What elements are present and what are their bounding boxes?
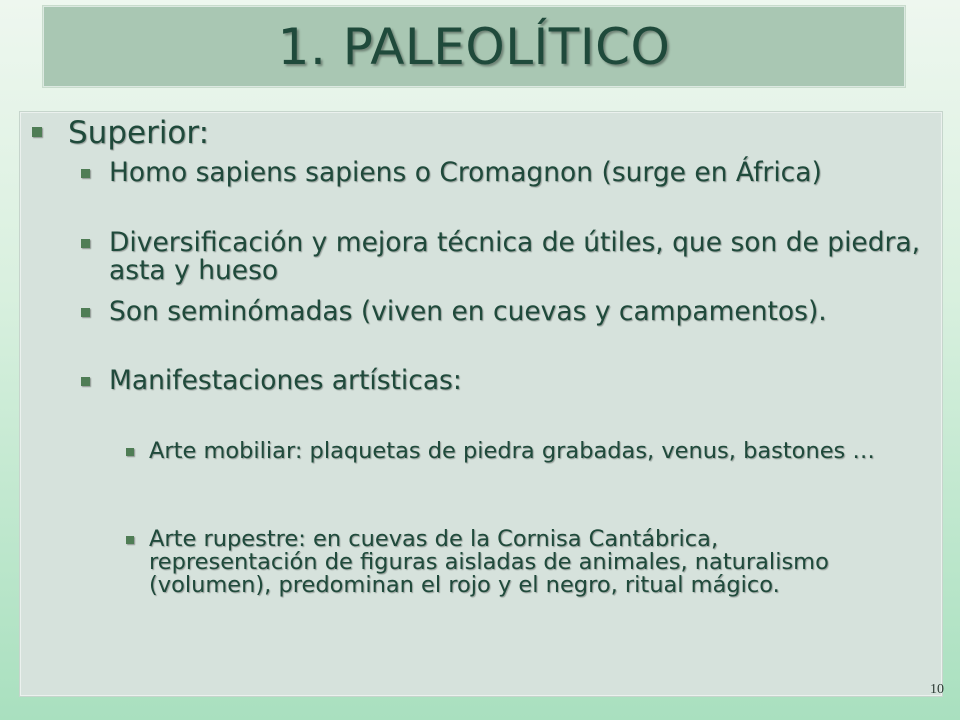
- bullet-item-manifestaciones: [81, 367, 929, 395]
- bullet-item-homo-sapiens: [81, 159, 929, 187]
- bullet-square-icon: [126, 448, 134, 456]
- page-number: 10: [930, 682, 944, 697]
- bullet-item-superior: [32, 116, 209, 150]
- bullet-square-icon: [81, 239, 90, 248]
- bullet-square-icon: [81, 377, 90, 386]
- bullet-item-arte-mobiliar: [126, 440, 889, 463]
- bullet-text: Son seminómadas (viven en cuevas y campamentos).: [109, 296, 827, 327]
- title-bar: [42, 5, 906, 88]
- bullet-text: Diversificación y mejora técnica de útiles, que son de piedra, asta y hueso: [109, 227, 921, 286]
- bullet-item-arte-rupestre: [126, 528, 889, 597]
- bullet-text: Manifestaciones artísticas:: [109, 365, 462, 396]
- bullet-text: Superior:: [68, 115, 210, 151]
- slide-title: 1. PALEOLÍTICO: [277, 17, 671, 76]
- bullet-text: Arte mobiliar: plaquetas de piedra grabadas, venus, bastones …: [149, 438, 875, 464]
- bullet-item-diversificacion: [81, 229, 929, 285]
- bullet-square-icon: [126, 536, 134, 544]
- bullet-square-icon: [81, 169, 90, 178]
- bullet-item-seminomadas: [81, 298, 929, 326]
- content-box: [19, 111, 943, 697]
- bullet-square-icon: [32, 127, 42, 137]
- bullet-text: Arte rupestre: en cuevas de la Cornisa Cantábrica, representación de figuras aisladas de animales, naturalismo (volumen), predominan el rojo y el negro, ritual mágico.: [149, 526, 829, 598]
- bullet-square-icon: [81, 308, 90, 317]
- bullet-text: Homo sapiens sapiens o Cromagnon (surge en África): [109, 157, 822, 188]
